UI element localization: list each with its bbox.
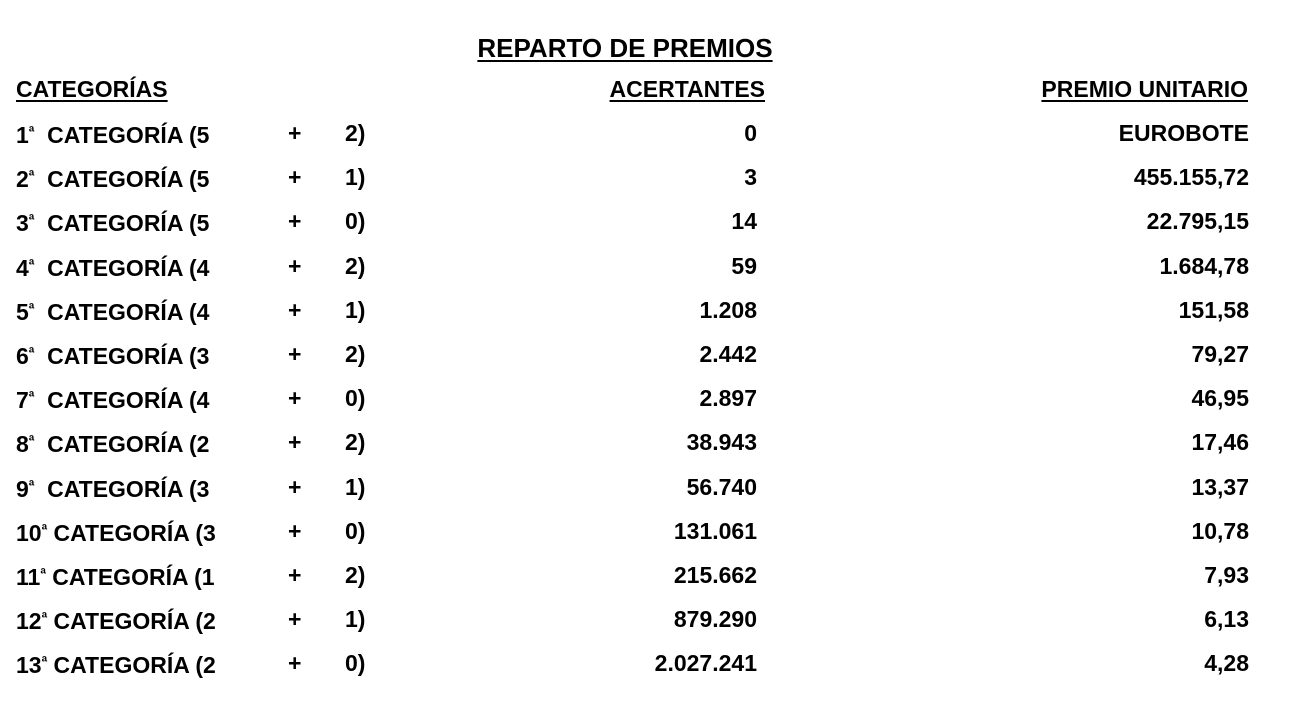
table-row bbox=[0, 247, 1300, 291]
acertantes-value: 2.442 bbox=[699, 340, 757, 367]
table-row bbox=[0, 644, 1300, 688]
category-label: $3^ª$ CATEGORÍA (5 bbox=[16, 210, 210, 237]
acertantes-value: 879.290 bbox=[673, 606, 757, 633]
premio-value: EUROBOTE bbox=[1118, 120, 1249, 146]
plus-sign: + bbox=[288, 385, 302, 412]
acertantes-value: 38.943 bbox=[686, 429, 757, 456]
stars-count: 2) bbox=[345, 120, 366, 146]
plus-sign: + bbox=[288, 164, 302, 191]
premio-value: 10,78 bbox=[1191, 517, 1249, 544]
acertantes-value: 0 bbox=[744, 120, 757, 146]
category-label: $6^ª$ CATEGORÍA (3 bbox=[16, 342, 210, 369]
plus-sign: + bbox=[288, 473, 302, 500]
category-label: $12^ª$ CATEGORÍA (2 bbox=[16, 608, 216, 635]
category-label: $9^ª$ CATEGORÍA (3 bbox=[16, 475, 210, 502]
stars-count: 1) bbox=[345, 296, 366, 323]
prize-table bbox=[0, 114, 1300, 688]
premio-value: 151,58 bbox=[1178, 296, 1249, 323]
table-row bbox=[0, 335, 1300, 379]
table-row bbox=[0, 158, 1300, 202]
acertantes-value: 131.061 bbox=[673, 517, 757, 544]
plus-sign: + bbox=[288, 561, 302, 588]
acertantes-value: 14 bbox=[731, 208, 757, 235]
table-row bbox=[0, 512, 1300, 556]
premio-value: 13,37 bbox=[1191, 473, 1249, 500]
acertantes-value: 56.740 bbox=[686, 473, 757, 500]
category-label: $5^ª$ CATEGORÍA (4 bbox=[16, 298, 210, 325]
table-row bbox=[0, 379, 1300, 423]
premio-value: 79,27 bbox=[1191, 340, 1249, 367]
table-row bbox=[0, 291, 1300, 335]
plus-sign: + bbox=[288, 429, 302, 456]
stars-count: 0) bbox=[345, 650, 366, 677]
acertantes-value: 3 bbox=[744, 164, 757, 191]
plus-sign: + bbox=[288, 650, 302, 677]
plus-sign: + bbox=[288, 517, 302, 544]
plus-sign: + bbox=[288, 606, 302, 633]
plus-sign: + bbox=[288, 252, 302, 279]
header-premio-unitario: PREMIO UNITARIO bbox=[1041, 76, 1248, 102]
stars-count: 1) bbox=[345, 473, 366, 500]
page-title: REPARTO DE PREMIOS bbox=[477, 33, 773, 63]
category-label: $8^ª$ CATEGORÍA (2 bbox=[16, 431, 210, 458]
table-row bbox=[0, 114, 1300, 158]
premio-value: 6,13 bbox=[1204, 606, 1249, 633]
acertantes-value: 1.208 bbox=[699, 296, 757, 323]
table-row bbox=[0, 423, 1300, 467]
stars-count: 0) bbox=[345, 385, 366, 412]
premio-value: 22.795,15 bbox=[1146, 208, 1249, 235]
category-label: $10^ª$ CATEGORÍA (3 bbox=[16, 519, 216, 546]
stars-count: 1) bbox=[345, 164, 366, 191]
acertantes-value: 2.027.241 bbox=[654, 650, 757, 677]
premio-value: 455.155,72 bbox=[1133, 164, 1249, 191]
acertantes-value: 2.897 bbox=[699, 385, 757, 412]
table-row bbox=[0, 600, 1300, 644]
acertantes-value: 215.662 bbox=[673, 561, 757, 588]
premio-value: 7,93 bbox=[1204, 561, 1249, 588]
plus-sign: + bbox=[288, 208, 302, 235]
plus-sign: + bbox=[288, 120, 302, 146]
stars-count: 0) bbox=[345, 517, 366, 544]
category-label: $7^ª$ CATEGORÍA (4 bbox=[16, 387, 210, 414]
table-row bbox=[0, 556, 1300, 600]
premio-value: 4,28 bbox=[1204, 650, 1249, 677]
stars-count: 1) bbox=[345, 606, 366, 633]
stars-count: 2) bbox=[345, 252, 366, 279]
plus-sign: + bbox=[288, 340, 302, 367]
premio-value: 17,46 bbox=[1191, 429, 1249, 456]
acertantes-value: 59 bbox=[731, 252, 757, 279]
category-label: $13^ª$ CATEGORÍA (2 bbox=[16, 652, 216, 679]
stars-count: 2) bbox=[345, 340, 366, 367]
stars-count: 0) bbox=[345, 208, 366, 235]
stars-count: 2) bbox=[345, 429, 366, 456]
table-row bbox=[0, 468, 1300, 512]
premio-value: 1.684,78 bbox=[1159, 252, 1249, 279]
category-label: $11^ª$ CATEGORÍA (1 bbox=[16, 563, 215, 590]
header-categorias: CATEGORÍAS bbox=[16, 76, 168, 102]
stars-count: 2) bbox=[345, 561, 366, 588]
premio-value: 46,95 bbox=[1191, 385, 1249, 412]
category-label: $4^ª$ CATEGORÍA (4 bbox=[16, 254, 210, 281]
table-row bbox=[0, 202, 1300, 246]
header-acertantes: ACERTANTES bbox=[609, 76, 765, 102]
category-label: $1^ª$ CATEGORÍA (5 bbox=[16, 122, 210, 148]
plus-sign: + bbox=[288, 296, 302, 323]
category-label: $2^ª$ CATEGORÍA (5 bbox=[16, 166, 210, 193]
